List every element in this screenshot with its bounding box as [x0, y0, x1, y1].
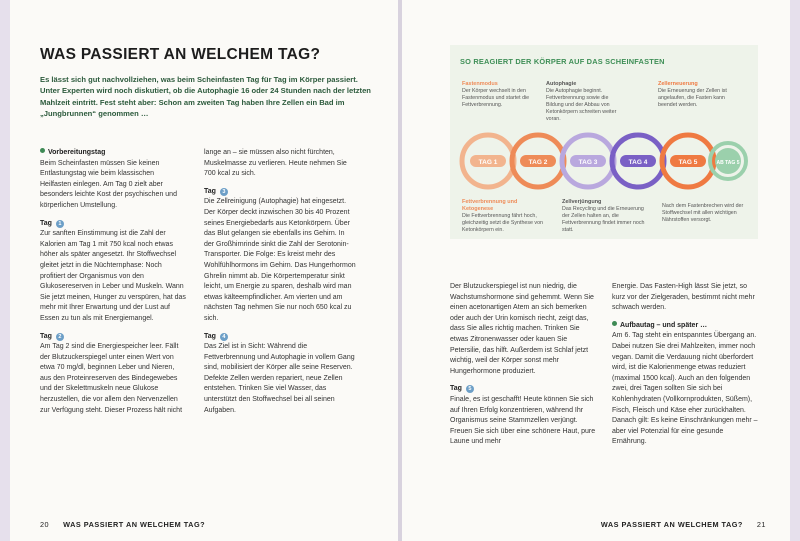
ring-label-after-day5: AB TAG 5 — [716, 160, 740, 166]
label-zellverjuengung — [562, 199, 648, 234]
day1-header: Tag — [40, 219, 52, 227]
label-head: Zellverjüngung — [562, 199, 602, 205]
day3-text: Die Zellreinigung (Autophagie) hat eingesetzt. Der Körper deckt inzwischen 30 bis 40 Prozent seines Energiebedarfs aus Ketonkörpern. Über das Blut gelangen sie ebenfalls ins Gehirn. In der Großhirnrinde sinkt die Zahl der Serotonin-Transporter. Die Folge: Es kreist mehr des Wohlfühlhormons im Gehirn. Das Hungerhormon Ghrelin nimmt ab. Die Körpertemperatur sinkt leicht, um Energie zu sparen, deshalb wird man etwas kälteempfindlicher. Am vierten und am nächsten Tag nehmen Sie nur noch 650 kcal zu sich. — [204, 198, 356, 322]
running-title: WAS PASSIERT AN WELCHEM TAG? — [600, 520, 743, 529]
intro-text: Es lässt sich gut nachvollziehen, was beim Scheinfasten Tag für Tag im Körper passiert. Unter Experten wird noch diskutiert, ob die Autophagie 16 oder 24 Stunden nach der letzten Mahlzeit eintritt. Fest steht aber: Schon am zweiten Tag haben Ihre Zellen ein Bad im „Jungbrunnen“ genommen … — [40, 75, 371, 118]
label-zellerneuerung — [658, 81, 736, 109]
prep-header: Vorbereitungstag — [48, 149, 106, 156]
running-title: WAS PASSIERT AN WELCHEM TAG? — [63, 520, 206, 529]
infographic-box — [450, 45, 758, 239]
label-head: Fastenmodus — [462, 81, 498, 87]
day4-text: Das Ziel ist in Sicht: Während die Fettverbrennung und Autophagie in vollem Gang sind, mobilisiert der Körper alle seine Reserven. Defekte Zellen werden repariert, neue Zellen entstehen. Trinken Sie viel Wasser, das unterstützt den Stoffwechsel bei all seinen Aufgaben. — [204, 343, 355, 414]
day4-header: Tag — [204, 332, 216, 340]
label-head: Autophagie — [546, 81, 577, 87]
page-title: WAS PASSIERT AN WELCHEM TAG? — [40, 46, 321, 63]
day2-continued-text: lange an – sie müssen also nicht fürchten, Muskelmasse zu verlieren. Heute nehmen Sie 700 kcal zu sich. — [204, 149, 347, 178]
ring-label-day4: TAG 4 — [628, 159, 648, 166]
section-aufbautag — [612, 321, 758, 448]
left-column-2 — [204, 148, 356, 423]
day2-number-badge: 2 — [56, 333, 64, 341]
right-column-2 — [612, 282, 758, 455]
bullet-icon — [612, 321, 617, 326]
label-text: Das Recycling und die Erneuerung der Zellen halten an, die Fettverbrennung findet immer noch statt. — [562, 206, 645, 233]
left-column-1 — [40, 148, 186, 423]
section-day5 — [450, 384, 596, 448]
label-head: Zellerneuerung — [658, 81, 698, 87]
day1-number-badge: 1 — [56, 220, 64, 228]
page-number: 20 — [40, 520, 50, 529]
aufbautag-header: Aufbautag – und später … — [620, 321, 708, 329]
label-fastenbrechen — [662, 203, 746, 224]
right-page — [402, 0, 790, 541]
ring-label-day5: TAG 5 — [678, 159, 698, 166]
label-text: Die Autophagie beginnt. Fettverbrennung sowie die Bildung und der Abbau von Ketonkörpern schreiten weiter voran. — [546, 88, 617, 122]
label-text: Nach dem Fastenbrechen wird der Stoffwechsel mit allen wichtigen Nährstoffen versorgt. — [662, 203, 744, 223]
section-day2 — [40, 332, 186, 417]
label-fettverbrennung — [462, 199, 548, 234]
right-column-1 — [450, 282, 596, 455]
day4-number-badge: 4 — [220, 333, 228, 341]
label-text: Die Erneuerung der Zellen ist angelaufen, die Fasten kann beendet werden. — [658, 88, 727, 108]
day5-header: Tag — [450, 385, 462, 393]
section-day3 — [204, 187, 356, 325]
label-text: Die Fettverbrennung fährt hoch, gleichzeitig setzt die Synthese von Ketonkörpern ein. — [462, 213, 543, 233]
ring-label-day2: TAG 2 — [528, 159, 548, 166]
page-number: 21 — [756, 520, 766, 529]
label-autophagie — [546, 81, 624, 123]
label-head: Fettverbrennung und Ketogenese — [462, 199, 518, 212]
section-prep — [40, 148, 186, 212]
left-page — [10, 0, 398, 541]
label-text: Der Körper wechselt in den Fastenmodus und startet die Fettverbrennung. — [462, 88, 530, 108]
ring-label-day1: TAG 1 — [478, 159, 498, 166]
day1-text: Zur sanften Einstimmung ist die Zahl der Kalorien am Tag 1 mit 750 kcal noch etwas höher als später angesetzt. Ihr Stoffwechsel gleitet jetzt in die Nüchternphase: Noch profitiert der Organismus von den Glukosereserven in Leber und Muskeln. Wann Sie jetzt meinen, Hunger zu verspüren, hat das mehr mit Ihrer Erwartung und der Lust auf Essen zu tun als mit Energiemangel. — [40, 230, 186, 322]
bullet-icon — [40, 148, 45, 153]
day5-text: Finale, es ist geschafft! Heute können Sie sich auf Ihren Erfolg konzentrieren, während Ihr Organismus seine Stammzellen verjüngt. Freuen Sie sich über eine schönere Haut, pure Laune und mehr — [450, 395, 596, 446]
section-day4 — [204, 332, 356, 417]
right-footer — [601, 520, 766, 529]
day2-header: Tag — [40, 332, 52, 340]
left-footer — [40, 520, 205, 529]
ring-label-day3: TAG 3 — [578, 159, 598, 166]
fasting-timeline-rings — [450, 125, 758, 197]
day3-number-badge: 3 — [220, 188, 228, 196]
day4-continued-text: Der Blutzuckerspiegel ist nun niedrig, die Wachstumshormone sind gehemmt. Wenn Sie einen acetonartigen Atem an sich bemerken oder auch der Urin komisch riecht, zeigt das, dass Sie alles richtig machen. Trinken Sie etwas Zitronenwasser oder kauen Sie Petersilie, das hilft. Außerdem ist Schlaf jetzt wichtig, weil der Körper sonst mehr Hungerhormone produziert. — [450, 283, 594, 375]
day5-number-badge: 5 — [466, 385, 474, 393]
label-fastenmodus — [462, 81, 540, 109]
aufbautag-text: Am 6. Tag steht ein entspanntes Übergang an. Dabei nutzen Sie drei Mahlzeiten, immer noch vegan. Damit die Verdauung nicht überfordert wird, ist die Kalorienmenge etwas reduziert (maximal 1500 kcal). Auch an den folgenden zwei, drei Tagen sollten Sie sich bei Kohlenhydraten (Vollkornprodukten, Süßem), Fisch, Fleisch und Käse eher zurückhalten. Danach gilt: Es keine Einschränkungen mehr – aber viel Potenzial für eine gesunde Ernährung. — [612, 332, 758, 446]
section-day1 — [40, 219, 186, 325]
day3-header: Tag — [204, 187, 216, 195]
day2-text: Am Tag 2 sind die Energiespeicher leer. Fällt der Blutzuckerspiegel unter einen Wert von etwa 70 mg/dl, beginnen Leber und Nieren, aus den Proteinreserven des Bindegewebes und der Skelettmuskeln neue Glukose herzustellen, die vor allem den Nervenzellen zur Verfügung steht. Dieser Prozess hält nicht — [40, 343, 183, 414]
infographic-title: SO REAGIERT DER KÖRPER AUF DAS SCHEINFASTEN — [460, 57, 665, 66]
day5-continued-text: Energie. Das Fasten-High lässt Sie jetzt, so kurz vor der Zielgeraden, bestimmt nicht mehr schwach werden. — [612, 283, 755, 312]
prep-text: Beim Scheinfasten müssen Sie keinen Entlastungstag wie beim klassischen Heilfasten einlegen. Am Tag 0 zielt aber besonders leichte Kost der psychischen und körperlichen Umstellung. — [40, 159, 177, 209]
